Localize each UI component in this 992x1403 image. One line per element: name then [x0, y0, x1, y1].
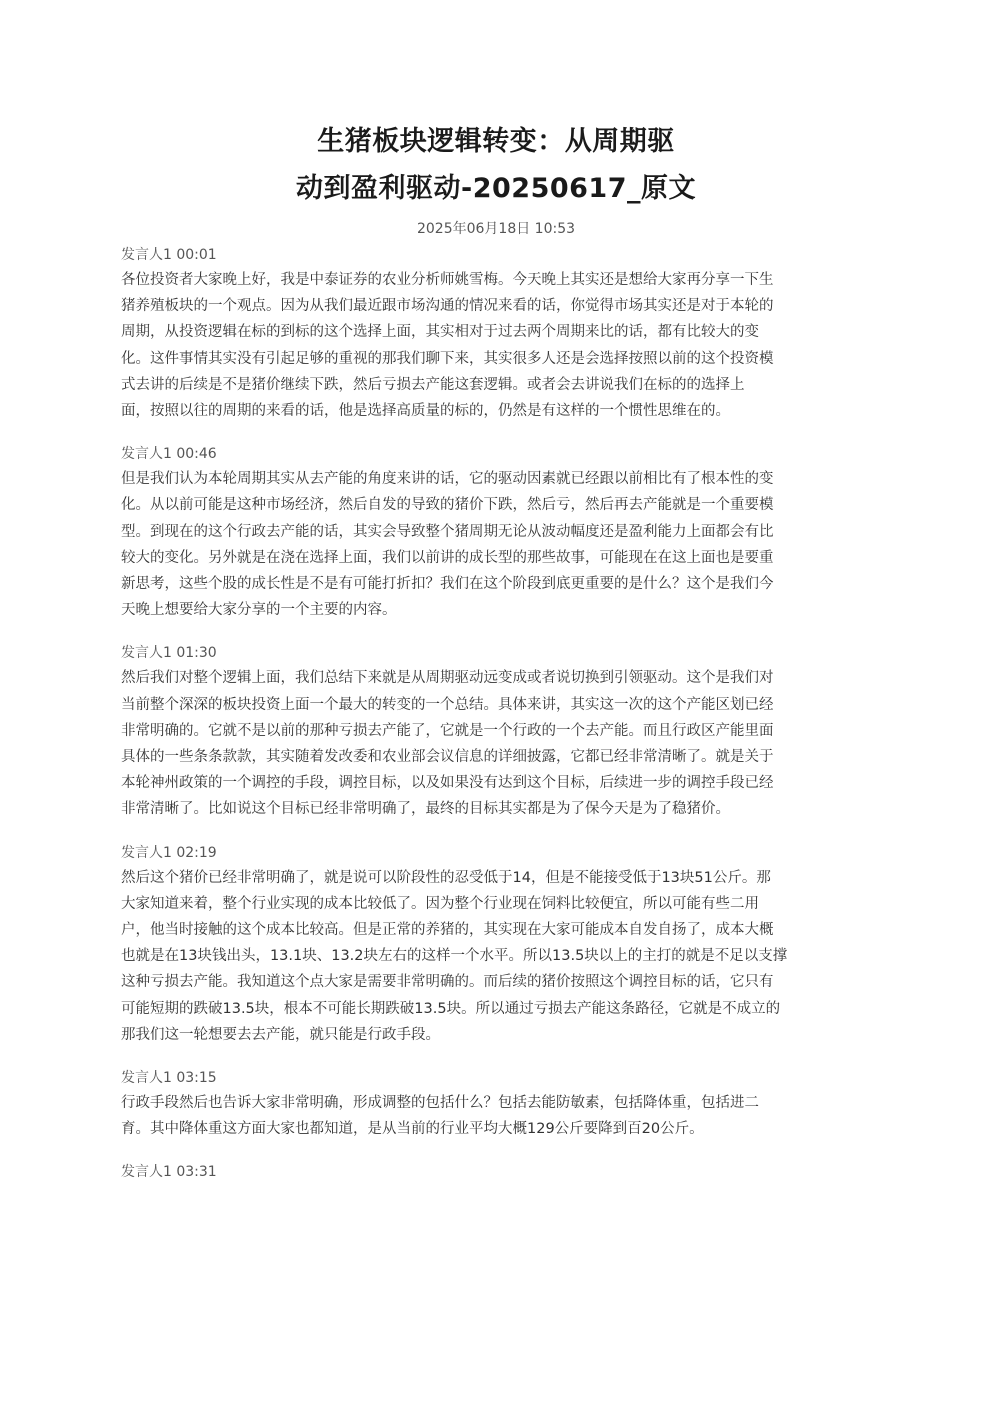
transcript-segment [121, 643, 871, 822]
transcript-segment [121, 1068, 871, 1142]
text-line: 然后我们对整个逻辑上面，我们总结下来就是从周期驱动远变成或者说切换到引领驱动。这个是我们对 [121, 670, 774, 687]
speaker-timestamp: 发言人1 02:19 [121, 844, 217, 861]
text-line: 具体的一些条条款款，其实随着发改委和农业部会议信息的详细披露，它都已经非常清晰了。就是关于 [121, 749, 774, 766]
speaker-timestamp: 发言人1 03:31 [121, 1164, 217, 1181]
text-line: 猪养殖板块的一个观点。因为从我们最近跟市场沟通的情况来看的话，你觉得市场其实还是对于本轮的 [121, 298, 774, 315]
speaker-timestamp: 发言人1 00:01 [121, 247, 217, 263]
text-line: 型。到现在的这个行政去产能的话，其实会导致整个猪周期无论从波动幅度还是盈利能力上面都会有比 [121, 523, 774, 540]
text-line: 非常清晰了。比如说这个目标已经非常明确了，最终的目标其实都是为了保今天是为了稳猪价。 [121, 801, 730, 818]
text-line: 面，按照以往的周期的来看的话，他是选择高质量的标的，仍然是有这样的一个惯性思维在的。 [121, 403, 730, 420]
text-line: 那我们这一轮想要去去产能，就只能是行政手段。 [121, 1026, 440, 1043]
transcript-segment [121, 245, 871, 424]
text-line: 也就是在13块钱出头，13.1块、13.2块左右的这样一个水平。所以13.5块以上的主打的就是不足以支撑 [121, 948, 788, 965]
document-title [246, 118, 746, 212]
document-date: 2025年06月18日 10:53 [416, 221, 576, 237]
segment-text [121, 665, 871, 822]
text-line: 非常明确的。它就不是以前的那种亏损去产能了，它就是一个行政的一个去产能。而且行政区产能里面 [121, 722, 774, 739]
transcript-segment [121, 444, 871, 623]
transcript-segment [121, 1162, 871, 1184]
text-line: 户，他当时接触的这个成本比较高。但是正常的养猪的，其实现在大家可能成本自发自扬了，成本大概 [121, 922, 774, 939]
text-line: 大家知道来着，整个行业实现的成本比较低了。因为整个行业现在饲料比较便宜，所以可能有些二用 [121, 895, 759, 912]
transcript-body [121, 245, 871, 1204]
segment-text [121, 466, 871, 623]
text-line: 然后这个猪价已经非常明确了，就是说可以阶段性的忍受低于14，但是不能接受低于13块51公斤。那 [121, 869, 771, 886]
text-line: 天晚上想要给大家分享的一个主要的内容。 [121, 602, 397, 619]
text-line: 可能短期的跌破13.5块，根本不可能长期跌破13.5块。所以通过亏损去产能这条路径，它就是不成立的 [121, 1000, 781, 1017]
speaker-timestamp: 发言人1 03:15 [121, 1070, 217, 1087]
segment-text [121, 267, 871, 424]
speaker-timestamp: 发言人1 00:46 [121, 446, 217, 463]
text-line: 式去讲的后续是不是猪价继续下跌，然后亏损去产能这套逻辑。或者会去讲说我们在标的的选择上 [121, 376, 745, 393]
speaker-timestamp: 发言人1 01:30 [121, 645, 217, 662]
text-line: 但是我们认为本轮周期其实从去产能的角度来讲的话，它的驱动因素就已经跟以前相比有了根本性的变 [121, 471, 774, 488]
transcript-segment [121, 843, 871, 1048]
title-line-1: 生猪板块逻辑转变：从周期驱 [317, 126, 675, 157]
text-line: 本轮神州政策的一个调控的手段，调控目标，以及如果没有达到这个目标，后续进一步的调控手段已经 [121, 775, 774, 792]
text-line: 当前整个深深的板块投资上面一个最大的转变的一个总结。具体来讲，其实这一次的这个产能区划已经 [121, 696, 774, 713]
text-line: 化。从以前可能是这种市场经济，然后自发的导致的猪价下跌，然后亏，然后再去产能就是一个重要模 [121, 497, 774, 514]
segment-text [121, 1090, 871, 1142]
text-line: 这种亏损去产能。我知道这个点大家是需要非常明确的。而后续的猪价按照这个调控目标的话，它只有 [121, 974, 774, 991]
segment-text [121, 865, 871, 1048]
text-line: 行政手段然后也告诉大家非常明确，形成调整的包括什么？包括去能防敏素，包括降体重，包括进二 [121, 1095, 759, 1112]
text-line: 育。其中降体重这方面大家也都知道，是从当前的行业平均大概129公斤要降到百20公斤。 [121, 1121, 704, 1138]
text-line: 新思考，这些个股的成长性是不是有可能打折扣？我们在这个阶段到底更重要的是什么？这个是我们今 [121, 576, 774, 593]
text-line: 较大的变化。另外就是在浇在选择上面，我们以前讲的成长型的那些故事，可能现在在这上面也是要重 [121, 549, 774, 566]
text-line: 化。这件事情其实没有引起足够的重视的那我们聊下来，其实很多人还是会选择按照以前的这个投资模 [121, 350, 774, 367]
text-line: 各位投资者大家晚上好，我是中泰证券的农业分析师姚雪梅。今天晚上其实还是想给大家再分享一下生 [121, 272, 774, 288]
text-line: 周期，从投资逻辑在标的到标的这个选择上面，其实相对于过去两个周期来比的话，都有比较大的变 [121, 324, 759, 341]
title-line-2: 动到盈利驱动-20250617_原文 [296, 173, 696, 204]
